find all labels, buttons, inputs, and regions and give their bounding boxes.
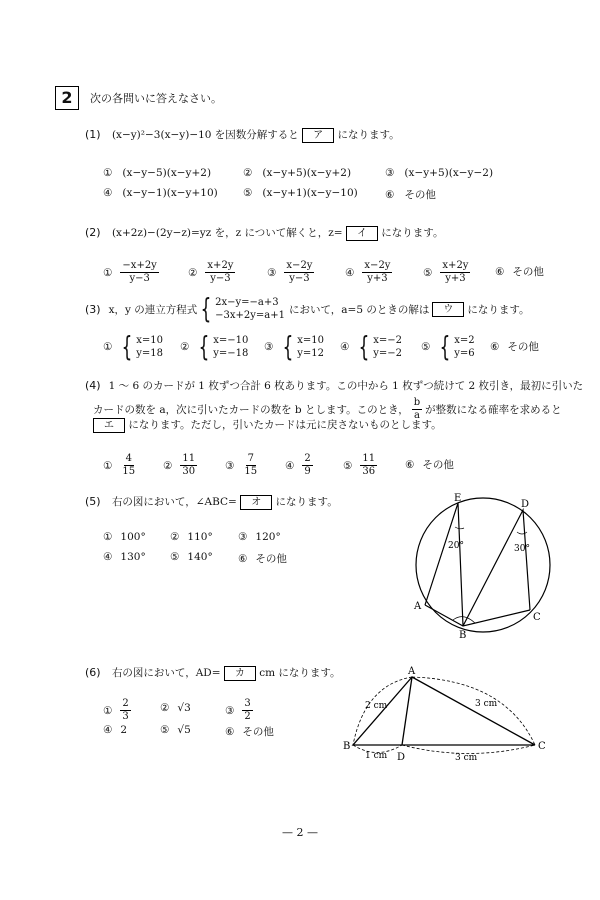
label-a: A (414, 601, 422, 612)
q6-option-3: ③ $\frac{3}{2}$ (225, 698, 251, 722)
triangle-bdc (463, 510, 530, 626)
q4-label: (4) (85, 379, 101, 392)
instruction: 次の各問いに答えなさい。 (90, 92, 222, 105)
question-number: 2 (55, 86, 79, 110)
q5-answer-box: オ (240, 495, 272, 510)
angle-abc (425, 605, 530, 626)
circle (416, 498, 550, 632)
q5-option-5: ⑤ 140° (170, 551, 213, 563)
label-d: D (521, 499, 530, 510)
q4-line2: カードの数を a，次に引いたカードの数を b とします。このとき， $\frac{b}{a}$ が整数になる確率を求めると (93, 397, 562, 421)
q5-option-2: ② 110° (170, 531, 213, 543)
length-ab: 2 cm (365, 701, 388, 711)
q2-answer-box: イ (346, 226, 378, 241)
q5-option-1: ① 100° (103, 531, 146, 543)
label-d: D (397, 752, 406, 763)
label-a: A (408, 666, 416, 677)
q1-label: (1) (85, 128, 101, 141)
length-dc: 3 cm (455, 753, 478, 763)
q2-option-2: ② $\frac{x+2y}{y-3}$ (188, 260, 234, 284)
q1-option-3: ③ (x−y+5)(x−y−2) (385, 167, 494, 179)
q3-stem-text: x，y の連立方程式 (108, 303, 198, 316)
q3-option-3: ③ { x=10 y=12 (264, 330, 325, 363)
q4-line1: (4) 1 ～ 6 のカードが 1 枚ずつ合計 6 枚あります。この中から 1 枚ずつ続けて 2 枚引き，最初に引いた (85, 379, 584, 392)
q3-system: { 2x−y=−a+3 −3x+2y=a+1 (200, 292, 285, 325)
q5-stem (85, 494, 338, 510)
q6-option-1: ① $\frac{2}{3}$ (103, 698, 129, 722)
q1-answer-box: ア (302, 128, 334, 143)
q6-stem-post: cm になります。 (259, 667, 341, 679)
q3-answer-box: ウ (432, 302, 464, 317)
q5-option-6: ⑥ その他 (238, 552, 287, 565)
q6-option-6: ⑥ その他 (225, 725, 274, 738)
q6-label: (6) (85, 666, 101, 679)
q1-stem-text: (x−y)²−3(x−y)−10 を因数分解すると (111, 129, 299, 141)
q1-option-4: ④ (x−y−1)(x−y+10) (103, 187, 218, 199)
q4-answer-box: エ (93, 418, 125, 433)
q2-stem (85, 225, 443, 241)
label-b: B (343, 741, 351, 752)
page-number: — 2 — (282, 826, 318, 839)
q5-circle-figure (405, 490, 565, 640)
q3-option-1: ① { x=10 y=18 (103, 330, 164, 363)
q3-label: (3) (85, 302, 101, 316)
q5-option-4: ④ 130° (103, 551, 146, 563)
q5-label: (5) (85, 495, 101, 508)
length-ac: 3 cm (475, 699, 498, 709)
q5-option-3: ③ 120° (238, 531, 281, 543)
label-b: B (459, 630, 467, 640)
q1-option-1: ① (x−y−5)(x−y+2) (103, 167, 212, 179)
q6-option-2: ② √3 (160, 702, 191, 714)
q2-label: (2) (85, 226, 101, 239)
triangle-abc (353, 677, 535, 745)
q4-option-4: ④ $\frac{2}{9}$ (285, 453, 311, 477)
label-e: E (454, 493, 462, 504)
q3-stem-mid: において，a=5 のときの解は (288, 303, 430, 316)
q3-option-4: ④ { x=−2 y=−2 (340, 330, 403, 363)
q3-stem-post: になります。 (467, 303, 530, 316)
q3-stem (85, 292, 530, 325)
q2-option-5: ⑤ $\frac{x+2y}{y+3}$ (423, 260, 469, 284)
q4-option-6: ⑥ その他 (405, 458, 454, 471)
angle-d-label: 30° (514, 544, 530, 554)
angle-d-arc (517, 532, 527, 534)
q6-option-5: ⑤ √5 (160, 724, 191, 736)
q6-answer-box: カ (224, 666, 256, 681)
q3-option-5: ⑤ { x=2 y=6 (421, 330, 475, 363)
q4-option-1: ① $\frac{4}{15}$ (103, 453, 136, 477)
length-bd: 1 cm (365, 751, 388, 761)
q4-option-3: ③ $\frac{7}{15}$ (225, 453, 258, 477)
q2-option-3: ③ $\frac{x-2y}{y-3}$ (267, 260, 313, 284)
q4-option-5: ⑤ $\frac{11}{36}$ (343, 453, 376, 477)
q1-option-5: ⑤ (x−y+1)(x−y−10) (243, 187, 358, 199)
q4-option-2: ② $\frac{11}{30}$ (163, 453, 196, 477)
q2-option-1: ① $\frac{-x+2y}{y-3}$ (103, 260, 157, 284)
q6-triangle-figure (335, 660, 560, 765)
label-c: C (538, 741, 546, 752)
q6-stem (85, 665, 341, 681)
q3-option-2: ② { x=−10 y=−18 (180, 330, 249, 363)
q6-option-4: ④ 2 (103, 724, 128, 736)
q2-stem-post: になります。 (381, 227, 444, 239)
label-c: C (533, 612, 541, 623)
q1-stem (85, 127, 400, 143)
q5-stem-text: 右の図において，∠ABC= (111, 496, 237, 508)
q1-option-6: ⑥ その他 (385, 188, 436, 201)
q1-stem-post: になります。 (337, 129, 400, 141)
angle-e-label: 20° (448, 541, 464, 551)
q3-option-6: ⑥ その他 (490, 340, 539, 353)
q4-line3: エ になります。ただし，引いたカードは元に戻さないものとします。 (93, 417, 442, 433)
q1-option-2: ② (x−y+5)(x−y+2) (243, 167, 352, 179)
q2-option-6: ⑥ その他 (495, 265, 544, 278)
q2-stem-text: (x+2z)−(2y−z)=yz を，z について解くと，z= (111, 227, 343, 239)
q6-stem-text: 右の図において，AD= (111, 667, 221, 679)
q5-stem-post: になります。 (275, 496, 338, 508)
q2-option-4: ④ $\frac{x-2y}{y+3}$ (345, 260, 391, 284)
